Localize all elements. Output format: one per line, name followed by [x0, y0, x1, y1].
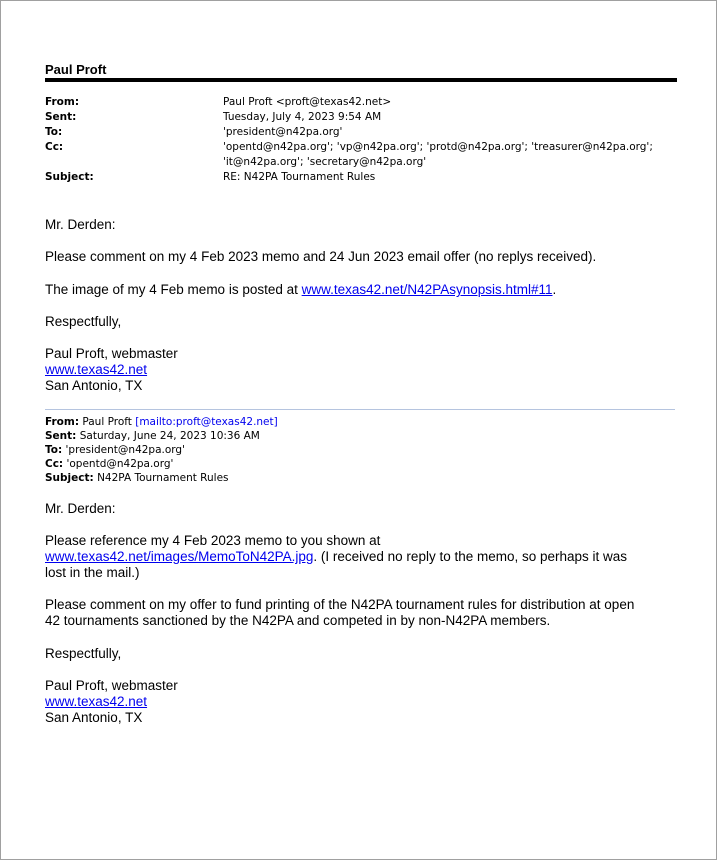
fwd-para1-line2 — [45, 549, 675, 565]
fwd-para2-line1: Please comment on my offer to fund printing of the N42PA tournament rules for distribution at open — [45, 597, 635, 612]
header-subject-row — [45, 170, 663, 185]
header-from-row — [45, 95, 663, 110]
fwd-sent-value: Saturday, June 24, 2023 10:36 AM — [79, 430, 260, 442]
cc-value-line1: 'opentd@n42pa.org'; 'vp@n42pa.org'; 'protd@n42pa.org'; 'treasurer@n42pa.org'; — [223, 141, 653, 153]
cc-value — [223, 140, 663, 170]
fwd-para1-suffix: . (I received no reply to the memo, so perhaps it was — [313, 549, 628, 564]
signature-city: San Antonio, TX — [45, 378, 143, 393]
fwd-subject-value: N42PA Tournament Rules — [97, 472, 229, 484]
forwarded-header — [45, 415, 278, 485]
subject-label: Subject: — [45, 171, 94, 183]
fwd-signature-name: Paul Proft, webmaster — [45, 678, 178, 693]
signature-link[interactable]: www.texas42.net — [45, 362, 148, 377]
fwd-subject-row — [45, 471, 278, 485]
fwd-signature-block — [45, 678, 675, 726]
greeting: Mr. Derden: — [45, 217, 116, 232]
fwd-to-label: To: — [45, 444, 63, 456]
fwd-sent-label: Sent: — [45, 430, 77, 442]
fwd-para2-line2: 42 tournaments sanctioned by the N42PA and competed in by non-N42PA members. — [45, 613, 551, 628]
from-value: Paul Proft <proft@texas42.net> — [223, 96, 392, 108]
body-paragraph-1: Please comment on my 4 Feb 2023 memo and 24 Jun 2023 email offer (no replys received). — [45, 249, 597, 264]
fwd-para1-line3: lost in the mail.) — [45, 565, 140, 580]
fwd-para1-line1: Please reference my 4 Feb 2023 memo to you shown at — [45, 533, 381, 548]
para2-prefix: The image of my 4 Feb memo is posted at — [45, 282, 302, 297]
fwd-greeting: Mr. Derden: — [45, 501, 116, 516]
fwd-cc-row — [45, 457, 278, 471]
header-to-row — [45, 125, 663, 140]
to-value: 'president@n42pa.org' — [223, 126, 343, 138]
sender-name: Paul Proft — [45, 62, 107, 77]
header-sent-row — [45, 110, 663, 125]
fwd-cc-value: 'opentd@n42pa.org' — [66, 458, 174, 470]
memo-image-link[interactable]: www.texas42.net/images/MemoToN42PA.jpg — [45, 549, 314, 564]
message-header — [45, 95, 663, 185]
fwd-cc-label: Cc: — [45, 458, 64, 470]
closing: Respectfully, — [45, 314, 122, 329]
cc-label: Cc: — [45, 141, 64, 153]
forwarded-divider — [45, 409, 675, 410]
fwd-from-row — [45, 415, 278, 429]
header-cc-row — [45, 140, 663, 170]
signature-block — [45, 346, 675, 394]
fwd-from-label: From: — [45, 416, 80, 428]
cc-value-line2: 'it@n42pa.org'; 'secretary@n42pa.org' — [223, 156, 427, 168]
fwd-to-value: 'president@n42pa.org' — [65, 444, 185, 456]
fwd-sent-row — [45, 429, 278, 443]
fwd-signature-city: San Antonio, TX — [45, 710, 143, 725]
sent-value: Tuesday, July 4, 2023 9:54 AM — [223, 111, 382, 123]
para2-suffix: . — [552, 282, 557, 297]
signature-name: Paul Proft, webmaster — [45, 346, 178, 361]
body-paragraph-2 — [45, 282, 675, 298]
fwd-paragraph-2 — [45, 597, 675, 629]
fwd-paragraph-1 — [45, 533, 675, 581]
to-label: To: — [45, 126, 63, 138]
header-divider — [45, 78, 677, 82]
fwd-mailto-link[interactable]: [mailto:proft@texas42.net] — [135, 416, 278, 428]
fwd-signature-link[interactable]: www.texas42.net — [45, 694, 148, 709]
subject-value: RE: N42PA Tournament Rules — [223, 171, 376, 183]
sent-label: Sent: — [45, 111, 77, 123]
fwd-to-row — [45, 443, 278, 457]
fwd-closing: Respectfully, — [45, 646, 122, 661]
fwd-subject-label: Subject: — [45, 472, 94, 484]
fwd-from-value: Paul Proft — [82, 416, 136, 428]
synopsis-link[interactable]: www.texas42.net/N42PAsynopsis.html#11 — [301, 282, 553, 297]
from-label: From: — [45, 96, 80, 108]
